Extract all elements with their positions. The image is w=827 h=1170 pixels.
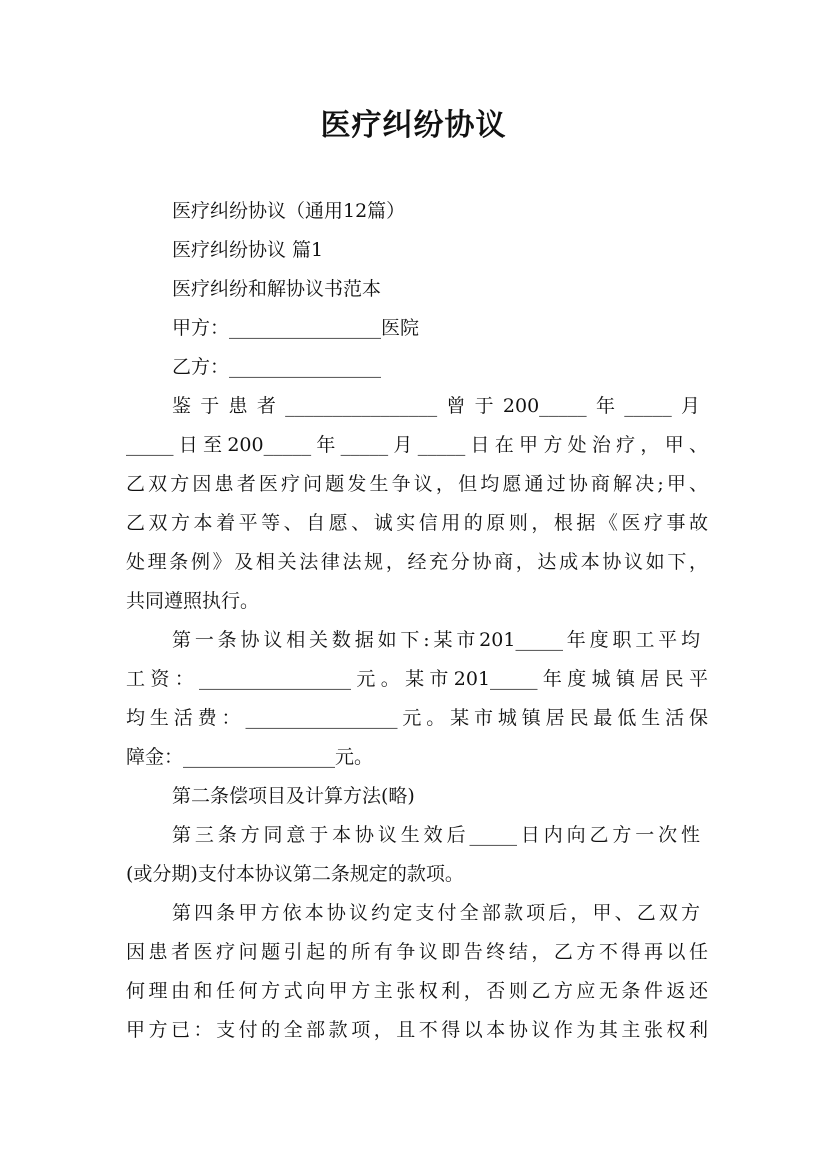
subtitle-line: 医疗纠纷协议（通用12篇）	[172, 200, 406, 222]
section-heading: 医疗纠纷协议 篇1	[172, 239, 324, 261]
article-1-line: 工资：________________元。某市201_____年度城镇居民平	[126, 668, 708, 690]
article-4-line: 甲方已：支付的全部款项，且不得以本协议作为其主张权利	[126, 1019, 708, 1041]
article-1-line: 障金：________________元。	[126, 746, 374, 768]
template-heading: 医疗纠纷和解协议书范本	[172, 278, 382, 300]
article-4-line: 何理由和任何方式向甲方主张权利，否则乙方应无条件返还	[126, 980, 708, 1002]
article-2-line: 第二条偿项目及计算方法(略)	[172, 785, 415, 807]
article-4-line: 第四条甲方依本协议约定支付全部款项后，甲、乙双方	[172, 902, 700, 924]
article-3-line: 第三条方同意于本协议生效后_____日内向乙方一次性	[172, 824, 700, 846]
article-3-line: (或分期)支付本协议第二条规定的款项。	[126, 863, 464, 885]
article-1-line: 第一条协议相关数据如下:某市201_____年度职工平均	[172, 629, 700, 651]
party-a-line: 甲方：________________医院	[172, 317, 420, 339]
paragraph-line: 鉴于患者________________曾于200_____年_____月	[172, 395, 700, 417]
article-4-line: 因患者医疗问题引起的所有争议即告终结，乙方不得再以任	[126, 941, 708, 963]
paragraph-line: 乙双方因患者医疗问题发生争议，但均愿通过协商解决;甲、	[126, 473, 708, 495]
article-1-line: 均生活费：________________元。某市城镇居民最低生活保	[126, 707, 708, 729]
paragraph-line: 乙双方本着平等、自愿、诚实信用的原则，根据《医疗事故	[126, 512, 708, 534]
paragraph-line: 处理条例》及相关法律法规，经充分协商，达成本协议如下，	[126, 551, 708, 573]
paragraph-line: _____日至200_____年_____月_____日在甲方处治疗，甲、	[126, 434, 708, 456]
party-b-line: 乙方：________________	[172, 356, 382, 378]
document-title: 医疗纠纷协议	[320, 108, 507, 143]
paragraph-line: 共同遵照执行。	[126, 590, 260, 612]
